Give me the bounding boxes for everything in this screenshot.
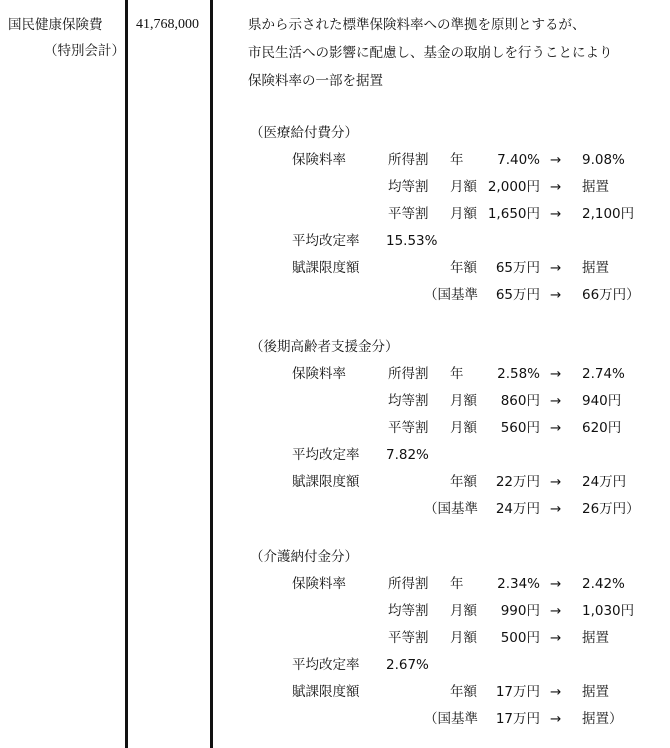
rate-to: 2.74% bbox=[582, 366, 625, 382]
national-to: 26万円） bbox=[582, 501, 640, 517]
rate-to: 620円 bbox=[582, 420, 622, 436]
rate-from: 7.40% bbox=[497, 152, 540, 168]
rate-unit: 月額 bbox=[450, 179, 477, 195]
rate-type: 均等割 bbox=[388, 603, 429, 619]
item-account: （特別会計） bbox=[44, 43, 125, 59]
rate-type: 均等割 bbox=[388, 179, 429, 195]
rate-to: 9.08% bbox=[582, 152, 625, 168]
national-label: （国基準 bbox=[424, 287, 478, 303]
national-from: 17万円 bbox=[495, 711, 540, 727]
rate-from: 860円 bbox=[500, 393, 540, 409]
column-divider-right bbox=[210, 0, 213, 748]
arrow-icon: → bbox=[550, 684, 562, 700]
item-amount: 41,768,000 bbox=[136, 17, 199, 32]
rate-from: 1,650円 bbox=[487, 206, 540, 222]
national-to: 66万円） bbox=[582, 287, 640, 303]
arrow-icon: → bbox=[550, 576, 562, 592]
rate-to: 2.42% bbox=[582, 576, 625, 592]
rate-unit: 月額 bbox=[450, 206, 477, 222]
rate-from: 2.34% bbox=[497, 576, 540, 592]
limit-unit: 年額 bbox=[450, 474, 477, 490]
rate-type: 所得割 bbox=[388, 152, 429, 168]
arrow-icon: → bbox=[550, 366, 562, 382]
rate-from: 500円 bbox=[500, 630, 540, 646]
avg-label: 平均改定率 bbox=[292, 447, 360, 463]
rate-unit: 年 bbox=[450, 152, 464, 168]
limit-from: 65万円 bbox=[495, 260, 540, 276]
rate-type: 平等割 bbox=[388, 206, 429, 222]
rate-from: 990円 bbox=[500, 603, 540, 619]
rate-to: 1,030円 bbox=[582, 603, 635, 619]
rate-type: 所得割 bbox=[388, 366, 429, 382]
limit-unit: 年額 bbox=[450, 260, 477, 276]
rate-to: 2,100円 bbox=[582, 206, 635, 222]
column-divider-left bbox=[125, 0, 128, 748]
limit-from: 22万円 bbox=[495, 474, 540, 490]
rate-type: 平等割 bbox=[388, 420, 429, 436]
limit-label: 賦課限度額 bbox=[292, 474, 360, 490]
limit-unit: 年額 bbox=[450, 684, 477, 700]
rate-unit: 月額 bbox=[450, 603, 477, 619]
national-to: 据置） bbox=[582, 711, 623, 727]
avg-label: 平均改定率 bbox=[292, 233, 360, 249]
description-line: 県から示された標準保険料率への準拠を原則とするが、 bbox=[248, 17, 586, 33]
rate-from: 2.58% bbox=[497, 366, 540, 382]
rate-unit: 月額 bbox=[450, 630, 477, 646]
rate-unit: 年 bbox=[450, 576, 464, 592]
rate-to: 据置 bbox=[582, 630, 609, 646]
national-label: （国基準 bbox=[424, 711, 478, 727]
national-label: （国基準 bbox=[424, 501, 478, 517]
rate-unit: 月額 bbox=[450, 393, 477, 409]
rate-label: 保険料率 bbox=[292, 152, 346, 168]
rate-unit: 月額 bbox=[450, 420, 477, 436]
description-line: 保険料率の一部を据置 bbox=[248, 73, 383, 89]
arrow-icon: → bbox=[550, 152, 562, 168]
limit-to: 据置 bbox=[582, 260, 609, 276]
national-from: 24万円 bbox=[495, 501, 540, 517]
rate-label: 保険料率 bbox=[292, 576, 346, 592]
rate-type: 所得割 bbox=[388, 576, 429, 592]
arrow-icon: → bbox=[550, 393, 562, 409]
limit-from: 17万円 bbox=[495, 684, 540, 700]
description-line: 市民生活への影響に配慮し、基金の取崩しを行うことにより bbox=[248, 45, 613, 61]
arrow-icon: → bbox=[550, 711, 562, 727]
arrow-icon: → bbox=[550, 501, 562, 517]
rate-from: 2,000円 bbox=[487, 179, 540, 195]
national-from: 65万円 bbox=[495, 287, 540, 303]
arrow-icon: → bbox=[550, 179, 562, 195]
avg-value: 2.67% bbox=[386, 657, 429, 673]
item-name: 国民健康保険費 bbox=[8, 17, 103, 33]
rate-to: 据置 bbox=[582, 179, 609, 195]
limit-to: 据置 bbox=[582, 684, 609, 700]
arrow-icon: → bbox=[550, 420, 562, 436]
avg-value: 7.82% bbox=[386, 447, 429, 463]
arrow-icon: → bbox=[550, 474, 562, 490]
arrow-icon: → bbox=[550, 630, 562, 646]
arrow-icon: → bbox=[550, 206, 562, 222]
arrow-icon: → bbox=[550, 260, 562, 276]
section-title: （介護納付金分） bbox=[250, 549, 358, 565]
limit-label: 賦課限度額 bbox=[292, 260, 360, 276]
rate-type: 均等割 bbox=[388, 393, 429, 409]
section-title: （医療給付費分） bbox=[250, 125, 358, 141]
limit-label: 賦課限度額 bbox=[292, 684, 360, 700]
rate-unit: 年 bbox=[450, 366, 464, 382]
arrow-icon: → bbox=[550, 603, 562, 619]
rate-to: 940円 bbox=[582, 393, 622, 409]
rate-type: 平等割 bbox=[388, 630, 429, 646]
rate-from: 560円 bbox=[500, 420, 540, 436]
rate-label: 保険料率 bbox=[292, 366, 346, 382]
avg-value: 15.53% bbox=[386, 233, 438, 249]
section-title: （後期高齢者支援金分） bbox=[250, 339, 399, 355]
arrow-icon: → bbox=[550, 287, 562, 303]
limit-to: 24万円 bbox=[582, 474, 627, 490]
avg-label: 平均改定率 bbox=[292, 657, 360, 673]
